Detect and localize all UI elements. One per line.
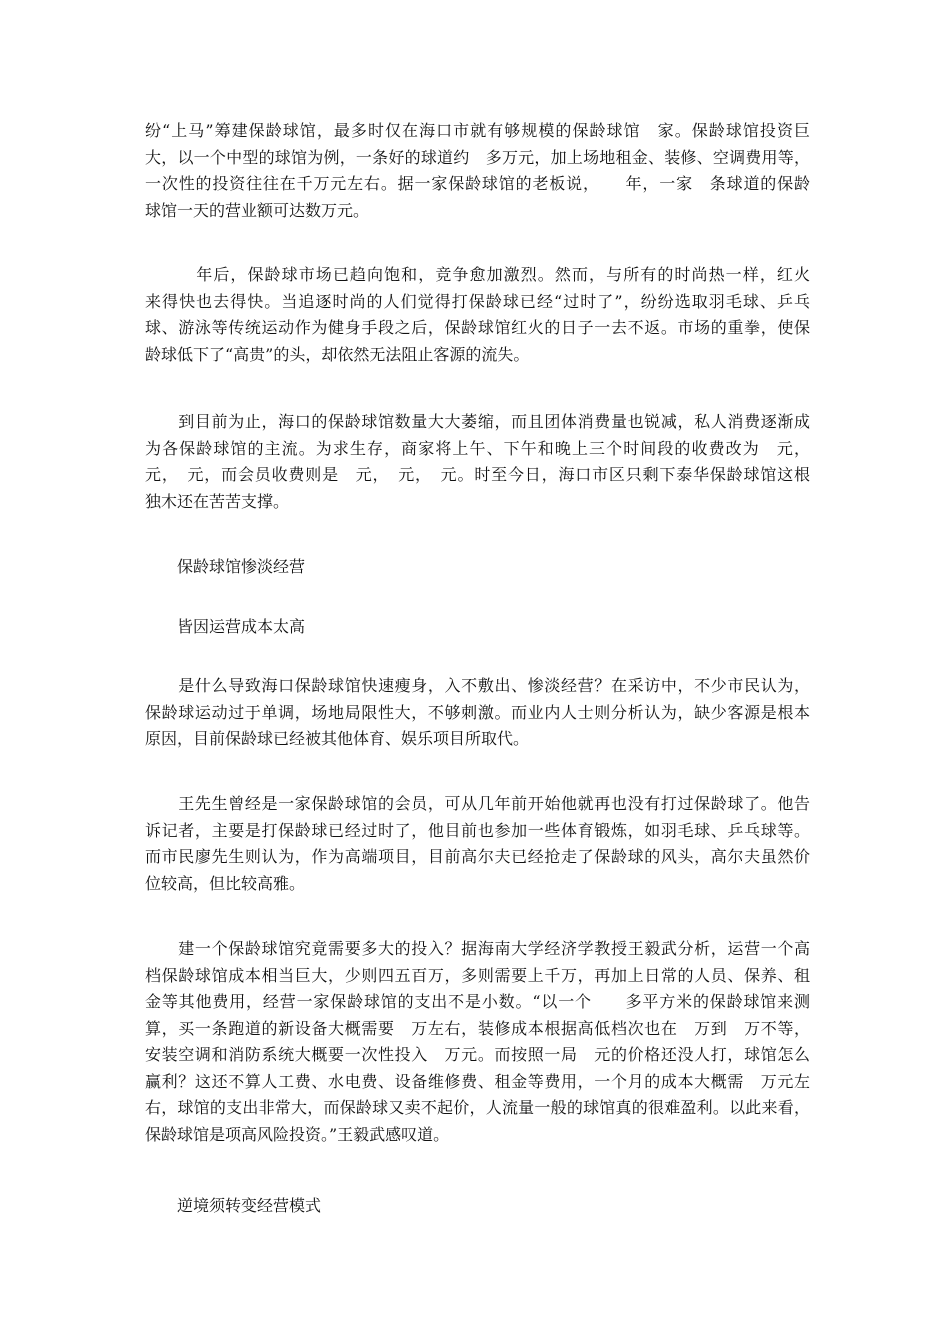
section-heading — [145, 614, 810, 641]
section-heading — [145, 1193, 810, 1220]
text-line: 金等其他费用，经营一家保龄球馆的支出不是小数。“以一个 多平方米的保龄球馆来测 — [145, 992, 810, 1011]
paragraph-member-interview — [145, 791, 810, 897]
text-line: 一次性的投资往往在千万元左右。据一家保龄球馆的老板说， 年，一家 条球道的保龄 — [145, 174, 810, 193]
text-line: 而市民廖先生则认为，作为高端项目，目前高尔夫已经抢走了保龄球的风头，高尔夫虽然价 — [145, 847, 810, 866]
text-line: 档保龄球馆成本相当巨大，少则四五百万，多则需要上千万，再加上日常的人员、保养、租 — [145, 965, 810, 985]
text-line: 元， 元，而会员收费则是 元， 元， 元。时至今日，海口市区只剩下泰华保龄球馆这根 — [145, 465, 810, 484]
text-line: 诉记者，主要是打保龄球已经过时了，他目前也参加一些体育锻炼，如羽毛球、乒乓球等。 — [145, 820, 810, 840]
text-line: 球馆一天的营业额可达数万元。 — [145, 200, 370, 220]
paragraph-bowling-boom — [145, 118, 810, 224]
text-line: 保龄球馆是项高风险投资。”王毅武感叹道。 — [145, 1124, 450, 1144]
text-line: 算，买一条跑道的新设备大概需要 万左右，装修成本根据高低档次也在 万到 万不等， — [145, 1018, 810, 1038]
text-line: 球、游泳等传统运动作为健身手段之后，保龄球馆红火的日子一去不返。市场的重拳，使保 — [145, 318, 810, 337]
text-line: 保龄球运动过于单调，场地局限性大，不够刺激。而业内人士则分析认为，缺少客源是根本 — [145, 702, 810, 722]
text-line: 纷“上马”筹建保龄球馆，最多时仅在海口市就有够规模的保龄球馆 家。保龄球馆投资巨 — [145, 121, 810, 140]
text-line: 来得快也去得快。当追逐时尚的人们觉得打保龄球已经“过时了”，纷纷选取羽毛球、乒乓 — [145, 291, 810, 311]
paragraph-causes — [145, 673, 810, 753]
text-line: 大，以一个中型的球馆为例，一条好的球道约 多万元，加上场地租金、装修、空调费用等， — [145, 147, 810, 167]
text-line: 龄球低下了“高贵”的头，却依然无法阻止客源的流失。 — [145, 344, 530, 364]
section-heading — [145, 554, 810, 581]
paragraph-investment-analysis — [145, 936, 810, 1148]
text-line: 是什么导致海口保龄球馆快速瘦身，入不敷出、惨淡经营？在采访中，不少市民认为， — [145, 676, 810, 695]
heading-text: 皆因运营成本太高 — [145, 617, 306, 636]
text-line: 独木还在苦苦支撑。 — [145, 491, 290, 511]
text-line: 安装空调和消防系统大概要一次性投入 万元。而按照一局 元的价格还没人打，球馆怎么 — [145, 1045, 810, 1064]
paragraph-current-status — [145, 409, 810, 515]
text-line: 年后，保龄球市场已趋向饱和，竞争愈加激烈。然而，与所有的时尚热一样，红火 — [145, 265, 810, 284]
text-line: 为各保龄球馆的主流。为求生存，商家将上午、下午和晚上三个时间段的收费改为 元， — [145, 438, 810, 458]
heading-text: 逆境须转变经营模式 — [145, 1196, 322, 1215]
text-line: 原因，目前保龄球已经被其他体育、娱乐项目所取代。 — [145, 729, 530, 748]
text-line: 王先生曾经是一家保龄球馆的会员，可从几年前开始他就再也没有打过保龄球了。他告 — [145, 794, 810, 813]
text-line: 建一个保龄球馆究竟需要多大的投入？据海南大学经济学教授王毅武分析，运营一个高 — [145, 939, 810, 958]
paragraph-market-saturation — [145, 262, 810, 368]
text-line: 右，球馆的支出非常大，而保龄球又卖不起价，人流量一般的球馆真的很难盈利。以此来看， — [145, 1098, 810, 1117]
text-line: 赢利？这还不算人工费、水电费、设备维修费、租金等费用，一个月的成本大概需 万元左 — [145, 1071, 810, 1091]
text-line: 位较高，但比较高雅。 — [145, 873, 306, 893]
heading-text: 保龄球馆惨淡经营 — [145, 557, 306, 576]
text-line: 到目前为止，海口的保龄球馆数量大大萎缩，而且团体消费量也锐减，私人消费逐渐成 — [145, 412, 810, 431]
